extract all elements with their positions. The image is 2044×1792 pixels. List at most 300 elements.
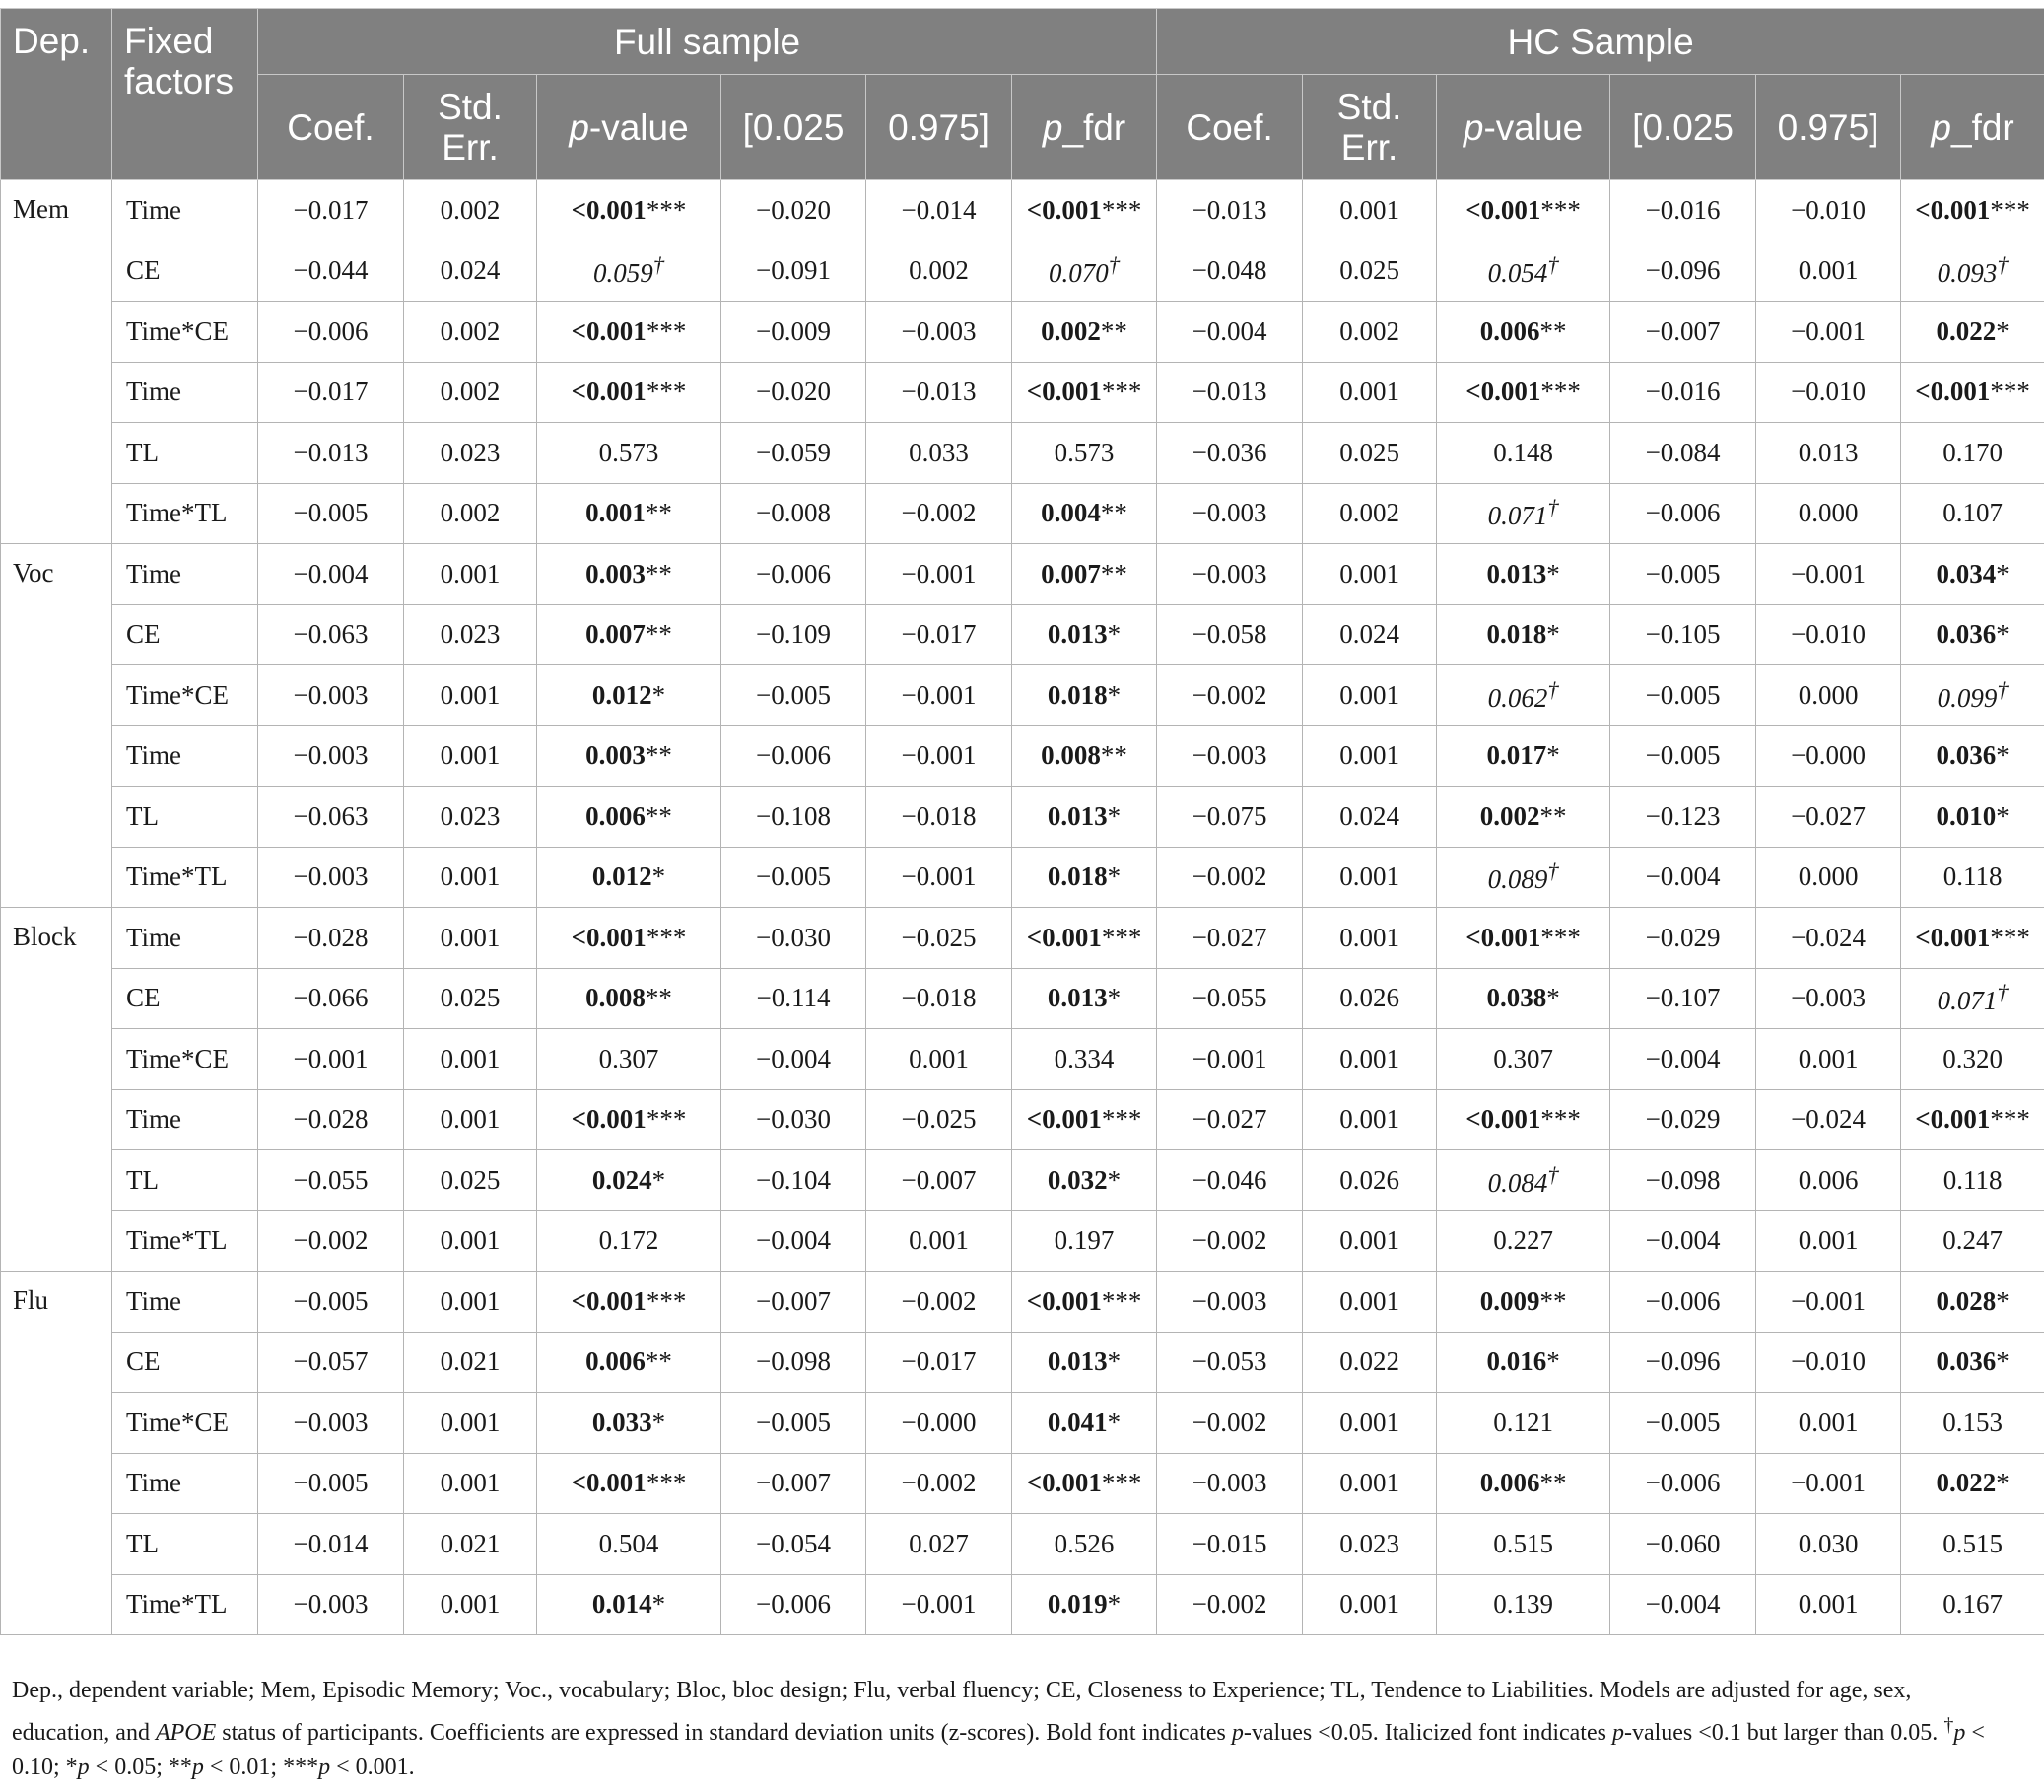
factor-cell: TL — [112, 423, 258, 484]
cell-value: −0.109 — [756, 619, 831, 650]
value-cell — [1437, 362, 1610, 423]
value-cell — [404, 1574, 537, 1635]
value-cell — [258, 968, 404, 1029]
value-cell — [1012, 302, 1157, 363]
cell-value: 0.002 — [909, 255, 969, 286]
value-cell — [1756, 847, 1901, 908]
value-cell — [1610, 1089, 1756, 1150]
significance-mark: *** — [1990, 1104, 2030, 1135]
header-fixed-line1: Fixed — [124, 21, 214, 61]
cell-value: 0.028 — [1936, 1285, 1997, 1316]
value-cell — [866, 847, 1012, 908]
cell-value: 0.001 — [440, 558, 501, 588]
cell-value: −0.016 — [1645, 194, 1721, 225]
cell-value: 0.002 — [1479, 800, 1540, 831]
value-cell — [1901, 1453, 2044, 1514]
cell-value: 0.070 — [1049, 258, 1109, 289]
cell-value: 0.001 — [909, 1043, 969, 1073]
value-cell — [537, 1393, 721, 1454]
value-cell — [404, 1210, 537, 1272]
cell-value: −0.003 — [293, 862, 369, 892]
value-cell — [1610, 241, 1756, 302]
cell-value: −0.030 — [756, 922, 831, 952]
factor-cell: CE — [112, 241, 258, 302]
cell-value: −0.098 — [756, 1346, 831, 1377]
cell-value: −0.003 — [293, 1589, 369, 1620]
value-cell — [1157, 1514, 1303, 1575]
value-cell — [1901, 1574, 2044, 1635]
value-cell — [866, 241, 1012, 302]
cell-value: −0.003 — [1192, 1285, 1267, 1316]
significance-mark: † — [1547, 495, 1559, 520]
cell-value: −0.001 — [901, 558, 977, 588]
value-cell — [721, 241, 866, 302]
cell-value: 0.307 — [1493, 1043, 1553, 1073]
cell-value: −0.005 — [293, 498, 369, 528]
value-cell — [537, 483, 721, 544]
table-row — [1, 908, 2044, 969]
cell-value: 0.012 — [591, 679, 652, 710]
value-cell — [721, 483, 866, 544]
subheader-italic: p — [1931, 106, 1951, 148]
factor-cell: Time — [112, 180, 258, 241]
value-cell — [866, 1514, 1012, 1575]
cell-value: <0.001 — [571, 1104, 647, 1135]
factor-cell: Time*TL — [112, 483, 258, 544]
significance-mark: ** — [1100, 315, 1127, 346]
value-cell — [1012, 423, 1157, 484]
value-cell — [1157, 1453, 1303, 1514]
footnote-p6: p — [318, 1755, 331, 1780]
subheader-main: _fdr — [1062, 106, 1126, 148]
header-dep: Dep. — [1, 9, 112, 180]
factor-cell: CE — [112, 1332, 258, 1393]
subheader-main: _fdr — [1951, 106, 2014, 148]
significance-mark: ** — [645, 619, 672, 650]
value-cell — [1303, 1332, 1437, 1393]
cell-value: 0.023 — [440, 619, 501, 650]
value-cell — [1437, 665, 1610, 726]
value-cell — [1901, 665, 2044, 726]
cell-value: −0.024 — [1791, 922, 1867, 952]
value-cell — [537, 908, 721, 969]
cell-value: −0.029 — [1645, 922, 1721, 952]
cell-value: −0.003 — [901, 315, 977, 346]
value-cell — [866, 1150, 1012, 1211]
significance-mark: * — [651, 1407, 666, 1437]
cell-value: −0.059 — [756, 437, 831, 467]
cell-value: <0.001 — [1026, 194, 1102, 225]
value-cell — [1157, 1210, 1303, 1272]
value-cell — [258, 1574, 404, 1635]
cell-value: 0.001 — [440, 1589, 501, 1620]
cell-value: 0.001 — [440, 1043, 501, 1073]
cell-value: −0.006 — [1645, 1285, 1721, 1316]
value-cell — [1437, 1574, 1610, 1635]
significance-mark: † — [1108, 252, 1121, 278]
cell-value: −0.014 — [293, 1528, 369, 1558]
significance-mark: ** — [645, 498, 672, 528]
table-row — [1, 302, 2044, 363]
value-cell — [1303, 665, 1437, 726]
value-cell — [1157, 544, 1303, 605]
value-cell — [1756, 241, 1901, 302]
footnote-seg6: < 0.05; ** — [89, 1755, 192, 1780]
cell-value: −0.017 — [293, 377, 369, 407]
cell-value: 0.001 — [1339, 1043, 1399, 1073]
significance-mark: ** — [1539, 315, 1567, 346]
header-group-hc-sample: HC Sample — [1157, 9, 2044, 75]
cell-value: −0.005 — [293, 1468, 369, 1498]
value-cell — [866, 604, 1012, 665]
dep-cell: Flu — [1, 1272, 112, 1635]
subheader-main: -value — [588, 106, 689, 148]
value-cell — [1437, 1514, 1610, 1575]
factor-cell: Time*TL — [112, 1574, 258, 1635]
value-cell — [1437, 604, 1610, 665]
value-cell — [1437, 241, 1610, 302]
value-cell — [1012, 604, 1157, 665]
value-cell — [1012, 968, 1157, 1029]
value-cell — [866, 1089, 1012, 1150]
cell-value: 0.023 — [1339, 1528, 1399, 1558]
cell-value: −0.057 — [293, 1346, 369, 1377]
significance-mark: *** — [1101, 1468, 1142, 1498]
value-cell — [1303, 423, 1437, 484]
cell-value: −0.007 — [756, 1285, 831, 1316]
significance-mark: * — [1107, 1407, 1122, 1437]
cell-value: −0.004 — [1645, 862, 1721, 892]
subheader-row — [1, 75, 2044, 180]
significance-mark: *** — [1101, 377, 1142, 407]
value-cell — [404, 1332, 537, 1393]
cell-value: <0.001 — [1915, 194, 1991, 225]
cell-value: 0.021 — [440, 1346, 501, 1377]
cell-value: −0.001 — [901, 679, 977, 710]
value-cell — [1610, 544, 1756, 605]
table-body — [1, 180, 2044, 1635]
significance-mark: ** — [1539, 800, 1567, 831]
cell-value: 0.000 — [1798, 862, 1859, 892]
cell-value: 0.573 — [1054, 437, 1115, 467]
value-cell — [1901, 787, 2044, 848]
dep-cell: Mem — [1, 180, 112, 544]
significance-mark: * — [1107, 983, 1122, 1013]
cell-value: 0.001 — [440, 922, 501, 952]
footnote-seg5: < 0.10; * — [12, 1720, 1985, 1780]
cell-value: 0.002 — [440, 194, 501, 225]
cell-value: 0.033 — [909, 437, 969, 467]
value-cell — [1901, 1332, 2044, 1393]
cell-value: 0.022 — [1339, 1346, 1399, 1377]
value-cell — [1610, 665, 1756, 726]
cell-value: <0.001 — [1026, 922, 1102, 952]
value-cell — [404, 483, 537, 544]
significance-mark: * — [651, 862, 666, 892]
cell-value: 0.002 — [440, 377, 501, 407]
significance-mark: * — [1996, 740, 2010, 771]
cell-value: −0.005 — [756, 1407, 831, 1437]
table-row — [1, 362, 2044, 423]
value-cell — [1901, 604, 2044, 665]
value-cell — [866, 1272, 1012, 1333]
cell-value: −0.005 — [1645, 558, 1721, 588]
cell-value: 0.071 — [1937, 986, 1998, 1016]
cell-value: −0.005 — [756, 862, 831, 892]
significance-mark: * — [1107, 862, 1122, 892]
cell-value: 0.001 — [1339, 1104, 1399, 1135]
cell-value: −0.017 — [901, 1346, 977, 1377]
cell-value: 0.001 — [1339, 679, 1399, 710]
value-cell — [1303, 544, 1437, 605]
value-cell — [258, 1272, 404, 1333]
value-cell — [1901, 1150, 2044, 1211]
cell-value: −0.017 — [901, 619, 977, 650]
cell-value: −0.107 — [1645, 983, 1721, 1013]
factor-cell: Time — [112, 908, 258, 969]
value-cell — [1901, 847, 2044, 908]
significance-mark: * — [1107, 619, 1122, 650]
cell-value: 0.013 — [1798, 437, 1859, 467]
value-cell — [258, 908, 404, 969]
subheader-col-1 — [1303, 75, 1437, 180]
cell-value: −0.001 — [901, 740, 977, 771]
value-cell — [721, 604, 866, 665]
value-cell — [258, 1150, 404, 1211]
cell-value: −0.002 — [1192, 1407, 1267, 1437]
value-cell — [1157, 1574, 1303, 1635]
value-cell — [1610, 1393, 1756, 1454]
cell-value: 0.006 — [1479, 315, 1540, 346]
cell-value: 0.024 — [440, 255, 501, 286]
factor-cell: CE — [112, 604, 258, 665]
cell-value: 0.010 — [1936, 800, 1997, 831]
factor-cell: CE — [112, 968, 258, 1029]
significance-mark: † — [1547, 252, 1559, 278]
value-cell — [1756, 1150, 1901, 1211]
cell-value: 0.001 — [440, 1407, 501, 1437]
cell-value: <0.001 — [571, 1285, 647, 1316]
table-row — [1, 1574, 2044, 1635]
footnote-p1: p — [1231, 1720, 1244, 1746]
value-cell — [1901, 1089, 2044, 1150]
table-row — [1, 241, 2044, 302]
cell-value: −0.002 — [1192, 862, 1267, 892]
cell-value: 0.001 — [440, 862, 501, 892]
cell-value: 0.023 — [440, 800, 501, 831]
significance-mark: *** — [1540, 922, 1581, 952]
footnote-seg8: < 0.001. — [330, 1755, 415, 1780]
cell-value: 0.307 — [598, 1043, 659, 1073]
table-row — [1, 1150, 2044, 1211]
value-cell — [1437, 787, 1610, 848]
cell-value: −0.000 — [1791, 740, 1867, 771]
cell-value: 0.001 — [440, 740, 501, 771]
cell-value: 0.170 — [1942, 437, 2003, 467]
significance-mark: ** — [1539, 1468, 1567, 1498]
value-cell — [1901, 968, 2044, 1029]
significance-mark: *** — [1990, 922, 2030, 952]
cell-value: −0.001 — [1791, 315, 1867, 346]
cell-value: 0.006 — [585, 1346, 646, 1377]
significance-mark: * — [651, 679, 666, 710]
cell-value: −0.001 — [293, 1043, 369, 1073]
cell-value: 0.001 — [1339, 922, 1399, 952]
value-cell — [721, 665, 866, 726]
cell-value: 0.099 — [1937, 682, 1998, 713]
significance-mark: ** — [1539, 1285, 1567, 1316]
factor-cell: Time — [112, 362, 258, 423]
cell-value: −0.055 — [293, 1164, 369, 1195]
cell-value: 0.001 — [1339, 377, 1399, 407]
cell-value: 0.093 — [1937, 258, 1998, 289]
cell-value: −0.025 — [901, 1104, 977, 1135]
cell-value: 0.007 — [585, 619, 646, 650]
subheader-main: [0.025 — [1632, 106, 1734, 148]
subheader-col-2 — [537, 75, 721, 180]
cell-value: −0.075 — [1192, 800, 1267, 831]
value-cell — [404, 1453, 537, 1514]
footnote-p3: p — [1953, 1720, 1966, 1746]
table-row — [1, 1089, 2044, 1150]
significance-mark: * — [1546, 983, 1560, 1013]
cell-value: −0.008 — [756, 498, 831, 528]
value-cell — [1610, 1029, 1756, 1090]
value-cell — [1610, 847, 1756, 908]
value-cell — [1303, 1150, 1437, 1211]
value-cell — [866, 1332, 1012, 1393]
value-cell — [1437, 544, 1610, 605]
value-cell — [1157, 180, 1303, 241]
value-cell — [1901, 302, 2044, 363]
cell-value: <0.001 — [1026, 1285, 1102, 1316]
value-cell — [404, 604, 537, 665]
value-cell — [721, 1453, 866, 1514]
value-cell — [1303, 1210, 1437, 1272]
cell-value: 0.118 — [1942, 862, 2003, 892]
cell-value: 0.014 — [591, 1589, 652, 1620]
footnote-seg1: Dep., dependent variable; Mem, Episodic Memory; Voc., vocabulary; Bloc, bloc design; Flu, verbal fluency; CE, Closeness to Experience; TL, Tendence to Liabilities. Models are adjusted for age, sex, education, and — [12, 1678, 1912, 1746]
significance-mark: * — [651, 1164, 666, 1195]
cell-value: −0.005 — [1645, 679, 1721, 710]
cell-value: −0.010 — [1791, 377, 1867, 407]
cell-value: 0.041 — [1047, 1407, 1108, 1437]
value-cell — [1756, 1453, 1901, 1514]
cell-value: −0.084 — [1645, 437, 1721, 467]
cell-value: −0.001 — [1791, 1468, 1867, 1498]
cell-value: 0.197 — [1054, 1225, 1115, 1256]
value-cell — [537, 1150, 721, 1211]
table-row — [1, 665, 2044, 726]
cell-value: 0.025 — [440, 983, 501, 1013]
cell-value: −0.002 — [293, 1225, 369, 1256]
cell-value: 0.515 — [1942, 1528, 2003, 1558]
value-cell — [258, 1089, 404, 1150]
subheader-col-5 — [1012, 75, 1157, 180]
cell-value: <0.001 — [571, 922, 647, 952]
value-cell — [1303, 362, 1437, 423]
table-footnote — [12, 1674, 2012, 1785]
value-cell — [1756, 1514, 1901, 1575]
cell-value: −0.001 — [1791, 558, 1867, 588]
cell-value: −0.007 — [901, 1164, 977, 1195]
cell-value: −0.020 — [756, 377, 831, 407]
significance-mark: * — [1996, 1346, 2010, 1377]
value-cell — [537, 1029, 721, 1090]
cell-value: 0.036 — [1936, 619, 1997, 650]
value-cell — [537, 302, 721, 363]
subheader-col-0 — [1157, 75, 1303, 180]
cell-value: 0.247 — [1942, 1225, 2003, 1256]
cell-value: 0.023 — [440, 437, 501, 467]
header-fixed-factors — [112, 9, 258, 180]
significance-mark: ** — [1100, 498, 1127, 528]
footnote-p5: p — [191, 1755, 204, 1780]
cell-value: 0.515 — [1493, 1528, 1553, 1558]
value-cell — [1303, 180, 1437, 241]
value-cell — [1012, 1453, 1157, 1514]
value-cell — [1901, 1514, 2044, 1575]
value-cell — [258, 1332, 404, 1393]
cell-value: 0.001 — [1798, 1589, 1859, 1620]
cell-value: 0.001 — [1798, 1043, 1859, 1073]
factor-cell: Time — [112, 1453, 258, 1514]
value-cell — [866, 302, 1012, 363]
cell-value: 0.013 — [1047, 800, 1108, 831]
cell-value: <0.001 — [1465, 377, 1541, 407]
cell-value: −0.044 — [293, 255, 369, 286]
value-cell — [1157, 1393, 1303, 1454]
value-cell — [1303, 302, 1437, 363]
value-cell — [1901, 1029, 2044, 1090]
cell-value: 0.007 — [1041, 558, 1101, 588]
subheader-italic: p — [569, 106, 589, 148]
cell-value: 0.021 — [440, 1528, 501, 1558]
subheader-col-3 — [721, 75, 866, 180]
header-fixed-line2: factors — [124, 61, 235, 102]
significance-mark: * — [1996, 315, 2010, 346]
cell-value: 0.022 — [1936, 1468, 1997, 1498]
value-cell — [1157, 241, 1303, 302]
cell-value: 0.320 — [1942, 1043, 2003, 1073]
significance-mark: *** — [646, 1104, 687, 1135]
cell-value: 0.089 — [1487, 864, 1548, 895]
value-cell — [537, 1210, 721, 1272]
cell-value: −0.030 — [756, 1104, 831, 1135]
cell-value: 0.002 — [1041, 315, 1101, 346]
cell-value: −0.053 — [1192, 1346, 1267, 1377]
cell-value: −0.066 — [293, 983, 369, 1013]
value-cell — [1012, 847, 1157, 908]
value-cell — [537, 787, 721, 848]
significance-mark: * — [1996, 558, 2010, 588]
cell-value: −0.005 — [293, 1285, 369, 1316]
value-cell — [1157, 725, 1303, 787]
value-cell — [1012, 665, 1157, 726]
significance-mark: *** — [1540, 194, 1581, 225]
significance-mark: † — [1997, 676, 2009, 702]
cell-value: 0.019 — [1047, 1589, 1108, 1620]
cell-value: <0.001 — [1465, 1104, 1541, 1135]
cell-value: −0.063 — [293, 619, 369, 650]
cell-value: 0.001 — [1798, 255, 1859, 286]
cell-value: −0.055 — [1192, 983, 1267, 1013]
cell-value: 0.026 — [1339, 1164, 1399, 1195]
value-cell — [1901, 180, 2044, 241]
value-cell — [537, 604, 721, 665]
significance-mark: *** — [1540, 1104, 1581, 1135]
cell-value: −0.004 — [1645, 1043, 1721, 1073]
